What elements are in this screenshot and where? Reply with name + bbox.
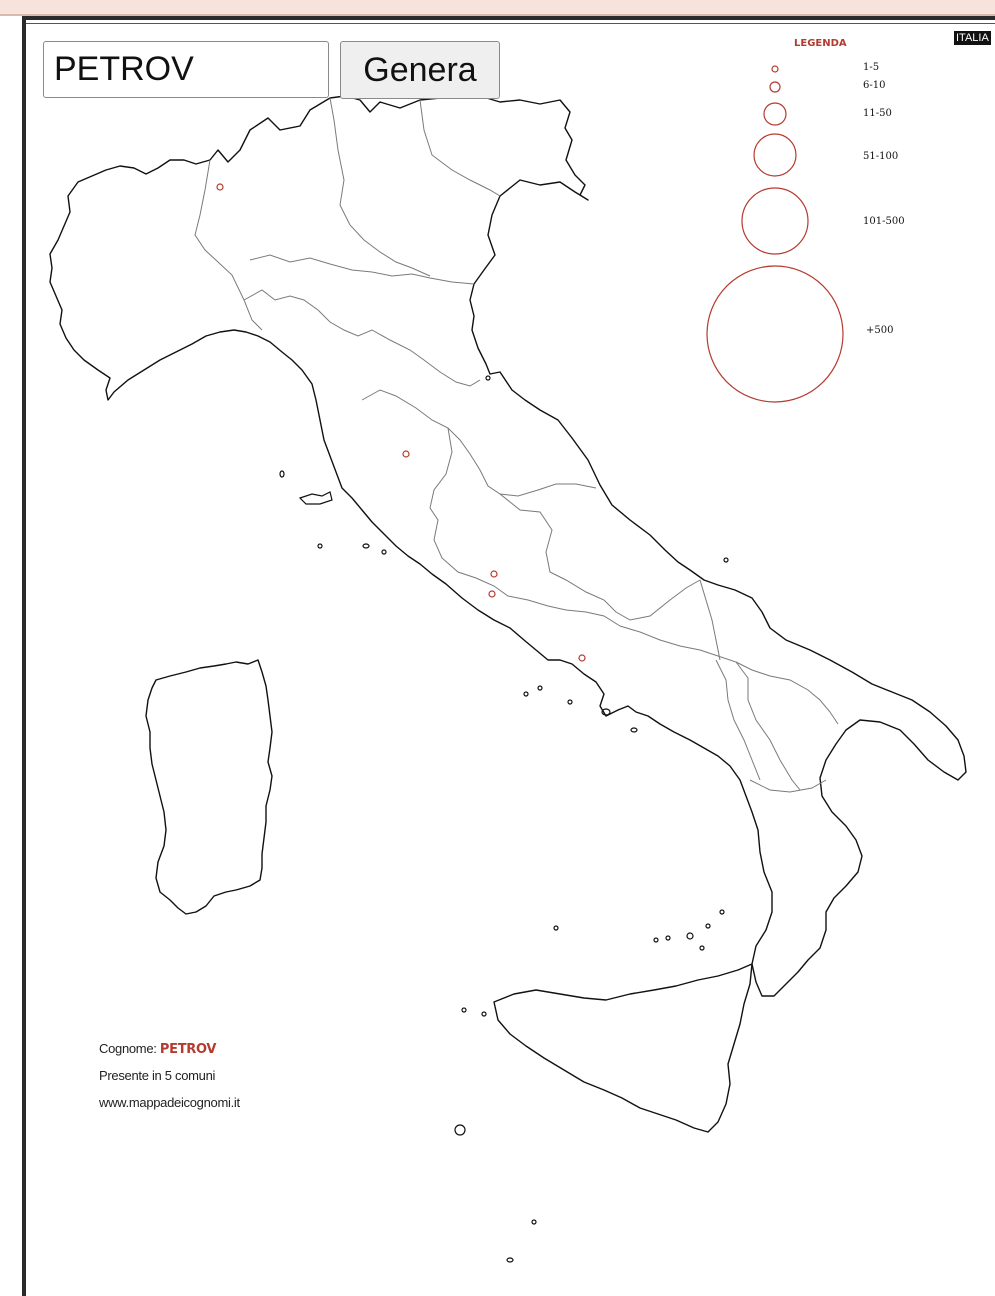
legend-circle-101-500	[742, 188, 808, 254]
legend-circle-500-plus	[707, 266, 843, 402]
legend-circle-11-50	[764, 103, 786, 125]
marker-comune	[489, 591, 495, 597]
mainland-coastline	[50, 92, 966, 996]
presence-count: Presente in 5 comuni	[99, 1068, 216, 1083]
legend-circle-6-10	[770, 82, 780, 92]
surname-value: PETROV	[159, 1042, 217, 1057]
country-tag: ITALIA	[956, 32, 989, 44]
legend-circle-51-100	[754, 134, 796, 176]
surname-prefix: Cognome:	[99, 1041, 157, 1056]
legend-title: LEGENDA	[794, 38, 847, 49]
website-credit: www.mappadeicognomi.it	[99, 1095, 240, 1110]
surname-search-input[interactable]	[43, 41, 329, 98]
legend-circle-1-5	[772, 66, 778, 72]
legend-label-500-plus: +500	[866, 325, 894, 336]
marker-comune	[491, 571, 497, 577]
sardinia-coastline	[146, 660, 272, 914]
legend-label-51-100: 51-100	[863, 151, 899, 162]
region-borders	[195, 98, 838, 792]
sicily-coastline	[494, 964, 752, 1132]
marker-comune	[217, 184, 223, 190]
legend-label-101-500: 101-500	[863, 216, 905, 227]
marker-comune	[403, 451, 409, 457]
small-islands	[280, 376, 728, 1262]
surname-info	[99, 1041, 216, 1057]
legend-label-1-5: 1-5	[863, 62, 880, 73]
legend-circles	[707, 66, 843, 402]
legend-label-6-10: 6-10	[863, 80, 886, 91]
generate-button[interactable]: Genera	[340, 41, 500, 99]
marker-comune	[579, 655, 585, 661]
legend-label-11-50: 11-50	[863, 108, 892, 119]
